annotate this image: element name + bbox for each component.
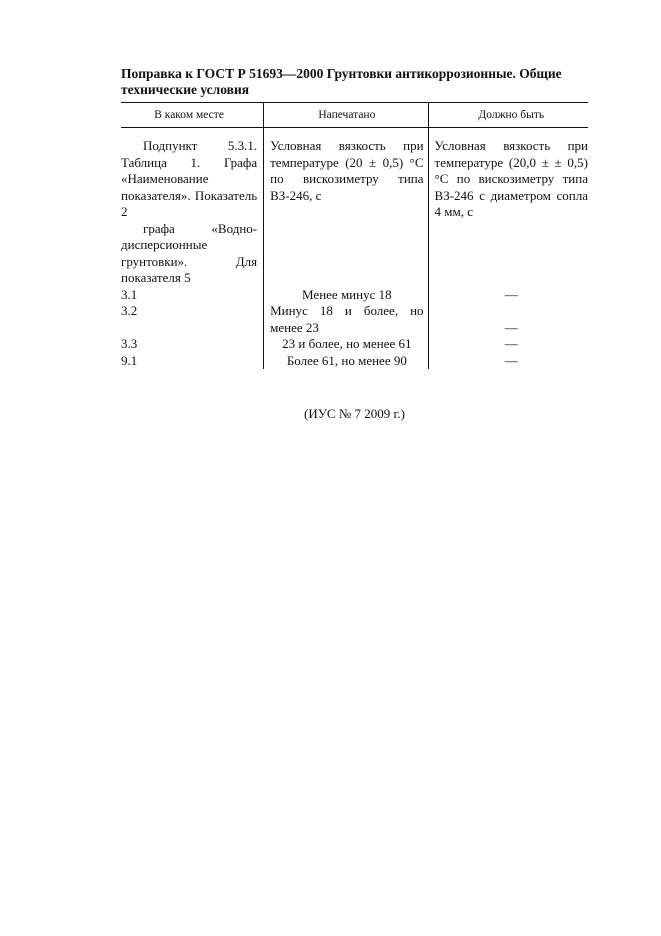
cell-should-be: —: [504, 352, 518, 368]
cell-should-be: —: [504, 319, 518, 335]
cell-should-be: —: [504, 286, 518, 302]
correction-table: [121, 102, 588, 369]
cell-printed: Более 61, но менее 90: [264, 353, 428, 370]
document-page: [121, 66, 588, 421]
cell-place-main: [121, 128, 264, 287]
title-line-1: Поправка к ГОСТ Р 51693—2000 Грунтовки антикоррозионные. Общие: [121, 66, 562, 81]
table-row: [121, 287, 588, 304]
cell-place: 3.2: [121, 303, 264, 336]
cell-place: 3.1: [121, 287, 264, 304]
cell-printed: Менее минус 18: [264, 287, 428, 304]
table-row: [121, 336, 588, 353]
cell-should-be: —: [504, 336, 518, 351]
cell-place: 3.3: [121, 336, 264, 353]
title-line-2: технические условия: [121, 82, 250, 97]
cell-place: 9.1: [121, 353, 264, 370]
place-text-1: Подпункт 5.3.1. Таблица 1. Графа «Наименование показателя». Показатель 2: [121, 138, 258, 219]
cell-should-be-main: Условная вязкость при температуре (20,0 ± ± 0,5) °С по вискозиметру типа ВЗ-246 с диаметром сопла 4 мм, с: [434, 138, 588, 219]
header-printed: Напечатано: [264, 103, 428, 128]
cell-printed: Минус 18 и более, но менее 23: [264, 303, 428, 336]
place-text-2: графа «Водно-дисперсионные грунтовки». Для показателя 5: [121, 220, 258, 285]
document-title: [121, 66, 588, 98]
header-should-be: Должно быть: [428, 103, 588, 128]
cell-printed: 23 и более, но менее 61: [264, 336, 428, 353]
table-row: [121, 353, 588, 370]
cell-printed-main: Условная вязкость при температуре (20 ± 0,5) °С по вискозиметру типа ВЗ-246, с: [264, 128, 428, 287]
source-reference: (ИУС № 7 2009 г.): [304, 406, 405, 421]
table-row: [121, 303, 588, 336]
table-header-row: [121, 103, 588, 128]
header-place: В каком месте: [121, 103, 264, 128]
table-row-main: [121, 128, 588, 287]
